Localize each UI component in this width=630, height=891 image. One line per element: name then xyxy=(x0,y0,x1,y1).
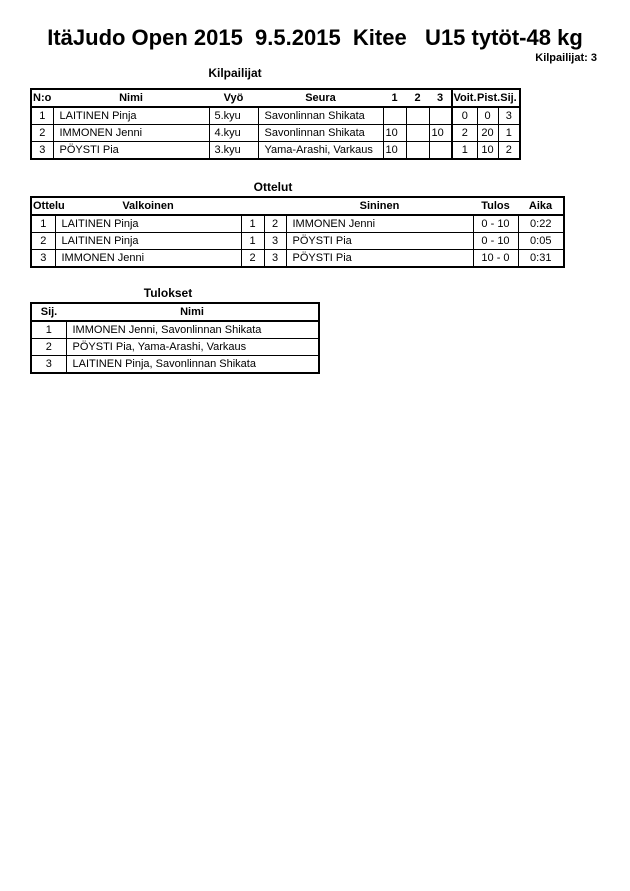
cell-white-name: LAITINEN Pinja xyxy=(55,233,241,250)
table-row xyxy=(31,107,520,125)
cell-round1: 10 xyxy=(383,125,406,142)
cell-seura: Yama-Arashi, Varkaus xyxy=(258,142,383,160)
cell-blue-no: 3 xyxy=(264,250,286,268)
section-title-ottelut: Ottelut xyxy=(253,180,293,194)
cell-voit: 1 xyxy=(452,142,477,160)
col-header-sininen: Sininen xyxy=(286,197,473,215)
col-header-pist: Pist. xyxy=(477,89,498,107)
cell-seura: Savonlinnan Shikata xyxy=(258,125,383,142)
table-row xyxy=(31,250,564,268)
col-header-round2: 2 xyxy=(406,89,429,107)
cell-place: 3 xyxy=(31,356,66,374)
table-row xyxy=(31,233,564,250)
cell-voit: 2 xyxy=(452,125,477,142)
section-title-kilpailijat: Kilpailijat xyxy=(208,66,262,80)
cell-result: 0 - 10 xyxy=(473,215,518,233)
cell-time: 0:31 xyxy=(518,250,564,268)
cell-nimi: IMMONEN Jenni xyxy=(53,125,209,142)
cell-nimi: PÖYSTI Pia xyxy=(53,142,209,160)
cell-blue-name: PÖYSTI Pia xyxy=(286,233,473,250)
cell-white-no: 1 xyxy=(241,233,264,250)
cell-name-club: IMMONEN Jenni, Savonlinnan Shikata xyxy=(66,321,319,339)
table-row xyxy=(31,125,520,142)
cell-match-no: 2 xyxy=(31,233,55,250)
cell-pist: 10 xyxy=(477,142,498,160)
cell-sij: 3 xyxy=(498,107,520,125)
cell-round2 xyxy=(406,107,429,125)
col-header-round1: 1 xyxy=(383,89,406,107)
table-row xyxy=(31,215,564,233)
section-title-tulokset: Tulokset xyxy=(143,286,193,300)
results-header-row xyxy=(31,303,319,321)
cell-sij: 2 xyxy=(498,142,520,160)
cell-blue-name: PÖYSTI Pia xyxy=(286,250,473,268)
cell-vyo: 5.kyu xyxy=(209,107,258,125)
results-table xyxy=(30,302,320,374)
competitors-count-label: Kilpailijat: 3 xyxy=(535,52,597,64)
cell-pist: 0 xyxy=(477,107,498,125)
table-row xyxy=(31,356,319,374)
table-row xyxy=(31,321,319,339)
col-header-valkoinen: Valkoinen xyxy=(55,197,241,215)
col-header-no: N:o xyxy=(31,89,53,107)
cell-name-club: PÖYSTI Pia, Yama-Arashi, Varkaus xyxy=(66,339,319,356)
col-header-round3: 3 xyxy=(429,89,452,107)
cell-round2 xyxy=(406,142,429,160)
col-header-nimi: Nimi xyxy=(66,303,319,321)
table-row xyxy=(31,339,319,356)
cell-name-club: LAITINEN Pinja, Savonlinnan Shikata xyxy=(66,356,319,374)
col-header-nimi: Nimi xyxy=(53,89,209,107)
matches-table xyxy=(30,196,565,268)
col-header-white-no xyxy=(241,197,264,215)
cell-white-no: 2 xyxy=(241,250,264,268)
cell-white-no: 1 xyxy=(241,215,264,233)
col-header-sij: Sij. xyxy=(31,303,66,321)
col-header-sij: Sij. xyxy=(498,89,520,107)
cell-vyo: 3.kyu xyxy=(209,142,258,160)
cell-blue-no: 2 xyxy=(264,215,286,233)
competitors-header-row xyxy=(31,89,520,107)
col-header-tulos: Tulos xyxy=(473,197,518,215)
cell-seura: Savonlinnan Shikata xyxy=(258,107,383,125)
cell-round1: 10 xyxy=(383,142,406,160)
cell-white-name: LAITINEN Pinja xyxy=(55,215,241,233)
page-title: ItäJudo Open 2015 9.5.2015 Kitee U15 tytöt-48 kg xyxy=(47,25,583,50)
cell-result: 0 - 10 xyxy=(473,233,518,250)
cell-vyo: 4.kyu xyxy=(209,125,258,142)
cell-round2 xyxy=(406,125,429,142)
cell-nimi: LAITINEN Pinja xyxy=(53,107,209,125)
cell-round3: 10 xyxy=(429,125,452,142)
table-row xyxy=(31,142,520,160)
col-header-ottelu: Ottelu xyxy=(31,197,55,215)
cell-round3 xyxy=(429,142,452,160)
col-header-blue-no xyxy=(264,197,286,215)
cell-round1 xyxy=(383,107,406,125)
cell-match-no: 3 xyxy=(31,250,55,268)
competitors-table xyxy=(30,88,521,160)
cell-match-no: 1 xyxy=(31,215,55,233)
cell-white-name: IMMONEN Jenni xyxy=(55,250,241,268)
cell-result: 10 - 0 xyxy=(473,250,518,268)
cell-sij: 1 xyxy=(498,125,520,142)
cell-pist: 20 xyxy=(477,125,498,142)
col-header-aika: Aika xyxy=(518,197,564,215)
cell-time: 0:22 xyxy=(518,215,564,233)
cell-place: 2 xyxy=(31,339,66,356)
col-header-voit: Voit. xyxy=(452,89,477,107)
col-header-seura: Seura xyxy=(258,89,383,107)
cell-no: 1 xyxy=(31,107,53,125)
cell-blue-name: IMMONEN Jenni xyxy=(286,215,473,233)
cell-no: 2 xyxy=(31,125,53,142)
cell-place: 1 xyxy=(31,321,66,339)
cell-round3 xyxy=(429,107,452,125)
matches-header-row xyxy=(31,197,564,215)
cell-blue-no: 3 xyxy=(264,233,286,250)
cell-voit: 0 xyxy=(452,107,477,125)
cell-time: 0:05 xyxy=(518,233,564,250)
col-header-vyo: Vyö xyxy=(209,89,258,107)
cell-no: 3 xyxy=(31,142,53,160)
